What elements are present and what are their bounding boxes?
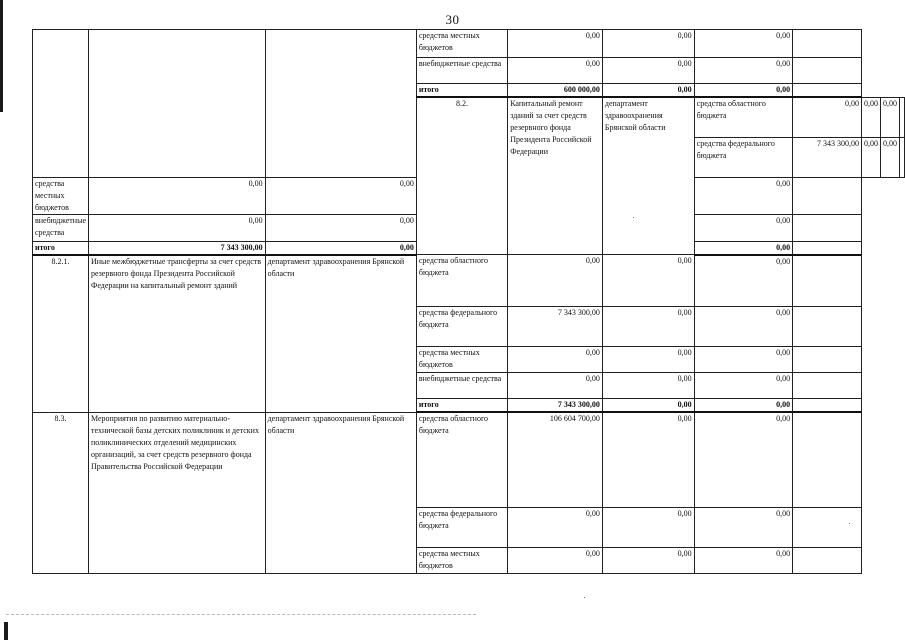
amount-cell-3: 0,00: [694, 214, 792, 241]
row-code: 8.3.: [33, 412, 89, 573]
amount-cell-2: 0,00: [602, 30, 694, 58]
row-name: Мероприятия по развитию материально-технической базы детских поликлиник и детских поликлинических отделений медицинских организаций, за счет средств резервного фонда Правительства Российской Федерации: [89, 412, 266, 573]
page-number: 30: [445, 12, 460, 27]
amount-cell-2: 0,00: [602, 347, 694, 373]
amount-cell-1: 0,00: [89, 214, 266, 241]
row-code: 8.2.1.: [33, 255, 89, 413]
empty-cell: [900, 97, 905, 137]
amount-cell-2: 0,00: [265, 214, 416, 241]
row-department: департамент здравоохранения Брянской области: [265, 412, 416, 573]
empty-cell: [793, 347, 862, 373]
amount-cell-3: 0,00: [881, 137, 900, 177]
row-department: департамент здравоохранения Брянской области: [602, 97, 694, 255]
amount-cell-3: 0,00: [881, 97, 900, 137]
row-code: 8.2.: [416, 97, 507, 255]
funding-source: внебюджетные средства: [416, 373, 507, 399]
empty-cell: [793, 399, 862, 413]
funding-source: средства областного бюджета: [694, 97, 792, 137]
amount-cell-3: 0,00: [694, 399, 792, 413]
amount-cell-1: 0,00: [508, 547, 603, 573]
table-row: [33, 30, 905, 58]
amount-cell-2: 0,00: [265, 241, 416, 255]
empty-cell: [793, 214, 862, 241]
amount-cell-3: 0,00: [694, 241, 792, 255]
amount-cell-3: 0,00: [694, 307, 792, 347]
funding-source: итого: [416, 399, 507, 413]
amount-cell-1: 7 343 300,00: [89, 241, 266, 255]
amount-cell-2: 0,00: [602, 412, 694, 507]
row-code: [33, 30, 89, 178]
amount-cell-1: 0,00: [508, 30, 603, 58]
funding-source: итого: [33, 241, 89, 255]
empty-cell: [793, 255, 862, 307]
row-name: Иные межбюджетные трансферты за счет средств резервного фонда Президента Российской Федерации на капитальный ремонт зданий: [89, 255, 266, 413]
amount-cell-1: 7 343 300,00: [508, 307, 603, 347]
scan-speck: [584, 597, 585, 598]
table-row: [33, 412, 905, 507]
funding-source: средства федерального бюджета: [416, 507, 507, 547]
row-department: департамент здравоохранения Брянской области: [265, 255, 416, 413]
funding-source: средства местных бюджетов: [416, 547, 507, 573]
row-name: Капитальный ремонт зданий за счет средств резервного фонда Президента Российской Федерации: [508, 97, 603, 255]
scan-noise-line: [6, 614, 476, 615]
amount-cell-2: 0,00: [265, 177, 416, 214]
funding-source: средства областного бюджета: [416, 412, 507, 507]
empty-cell: [793, 84, 862, 98]
amount-cell-3: 0,00: [694, 373, 792, 399]
empty-cell: [793, 307, 862, 347]
funding-source: средства федерального бюджета: [694, 137, 792, 177]
funding-source: средства областного бюджета: [416, 255, 507, 307]
empty-cell: [793, 412, 862, 507]
amount-cell-3: 0,00: [694, 255, 792, 307]
amount-cell-3: 0,00: [694, 177, 792, 214]
amount-cell-2: 0,00: [602, 399, 694, 413]
row-department: [265, 30, 416, 178]
amount-cell-3: 0,00: [694, 547, 792, 573]
amount-cell-2: 0,00: [602, 255, 694, 307]
funding-source: внебюджетные средства: [416, 58, 507, 84]
empty-cell: [793, 177, 862, 214]
amount-cell-2: 0,00: [602, 58, 694, 84]
amount-cell-3: 0,00: [694, 347, 792, 373]
amount-cell-1: 0,00: [508, 507, 603, 547]
table-row: [33, 255, 905, 307]
funding-source: средства местных бюджетов: [33, 177, 89, 214]
funding-source: внебюджетные средства: [33, 214, 89, 241]
amount-cell-1: 0,00: [89, 177, 266, 214]
amount-cell-1: 0,00: [508, 58, 603, 84]
funding-source: средства местных бюджетов: [416, 30, 507, 58]
amount-cell-2: 0,00: [862, 137, 881, 177]
amount-cell-1: 0,00: [508, 255, 603, 307]
amount-cell-3: 0,00: [694, 507, 792, 547]
amount-cell-1: 0,00: [508, 347, 603, 373]
funding-source: средства федерального бюджета: [416, 307, 507, 347]
empty-cell: [793, 373, 862, 399]
scan-edge-mark-bottom: [4, 622, 8, 640]
funding-source: средства местных бюджетов: [416, 347, 507, 373]
amount-cell-2: 0,00: [602, 307, 694, 347]
row-name: [89, 30, 266, 178]
amount-cell-3: 0,00: [694, 30, 792, 58]
amount-cell-3: 0,00: [694, 412, 792, 507]
amount-cell-2: 0,00: [862, 97, 881, 137]
empty-cell: [793, 30, 862, 58]
amount-cell-2: 0,00: [602, 373, 694, 399]
amount-cell-1: 0,00: [508, 373, 603, 399]
empty-cell: [793, 58, 862, 84]
budget-table: [32, 29, 905, 574]
amount-cell-2: 0,00: [602, 84, 694, 98]
empty-cell: [900, 137, 905, 177]
funding-source: итого: [416, 84, 507, 98]
amount-cell-1: 7 343 300,00: [508, 399, 603, 413]
amount-cell-1: 600 000,00: [508, 84, 603, 98]
amount-cell-2: 0,00: [602, 507, 694, 547]
amount-cell-1: 106 604 700,00: [508, 412, 603, 507]
empty-cell: [793, 507, 862, 547]
amount-cell-3: 0,00: [694, 84, 792, 98]
amount-cell-2: 0,00: [602, 547, 694, 573]
amount-cell-1: 0,00: [793, 97, 862, 137]
empty-cell: [793, 547, 862, 573]
amount-cell-3: 0,00: [694, 58, 792, 84]
amount-cell-1: 7 343 300,00: [793, 137, 862, 177]
empty-cell: [793, 241, 862, 255]
